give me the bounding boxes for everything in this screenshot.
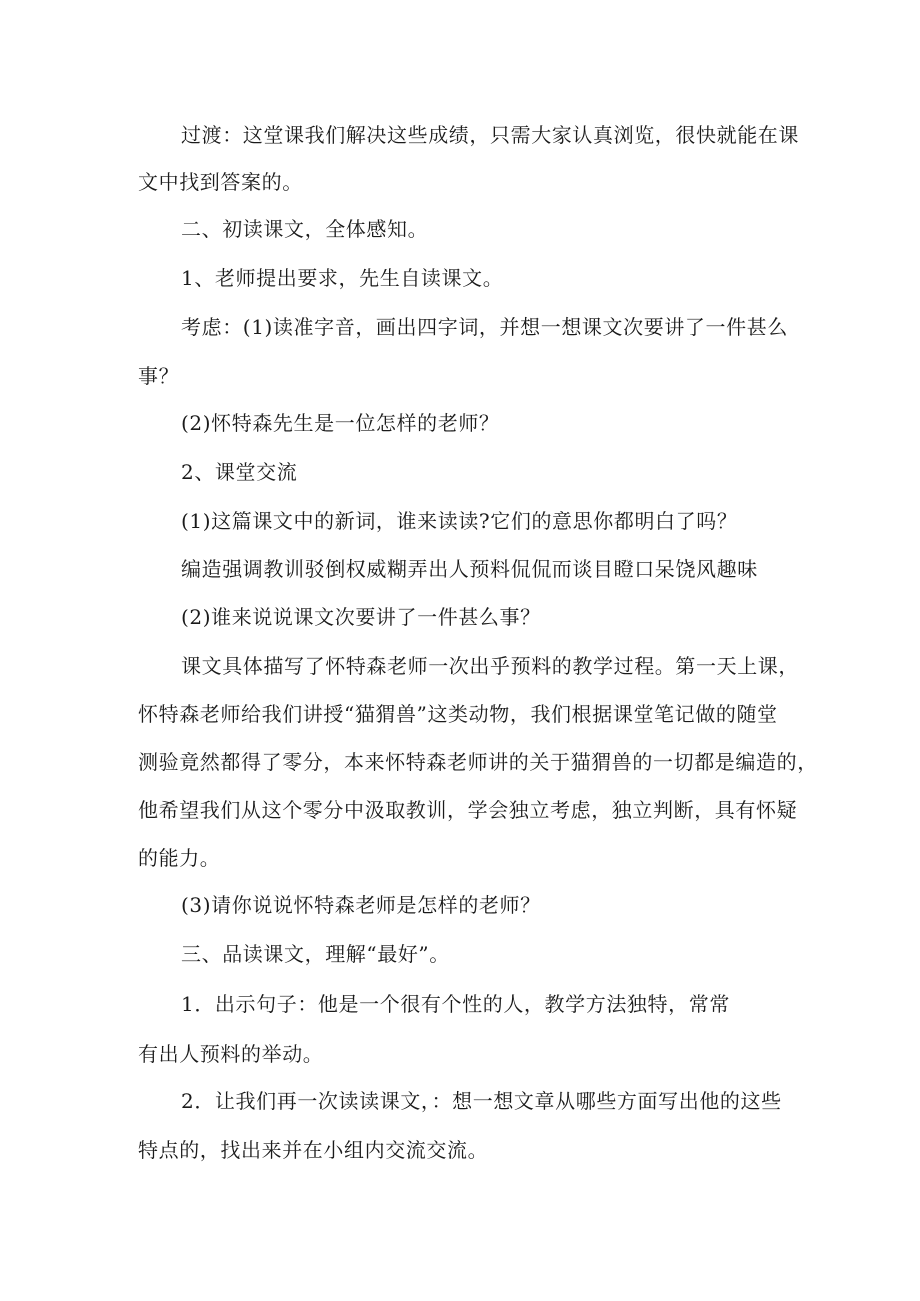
paragraph-transition-line-2: 文中找到答案的。 [138,170,303,194]
sentence-item-1-line-1: 1．出示句子：他是一个很有个性的人，教学方法独特，常常 [181,992,730,1016]
main-idea-question: (2)谁来说说课文次要讲了一件甚么事？ [181,605,541,629]
step-1-text: 1、老师提出要求，先生自读课文。 [181,266,504,290]
section-heading-3: 三、品读课文，理解“最好”。 [181,942,450,966]
step-2-heading: 2、课堂交流 [181,460,298,484]
question-1-line-1: 考虑：(1)读准字音，画出四字词，并想一想课文次要讲了一件甚么 [181,315,788,339]
new-words-list: 编造强调教训驳倒权威糊弄出人预料侃侃而谈目瞪口呆饶风趣味 [181,557,758,581]
sentence-item-2-line-2: 特点的，找出来并在小组内交流交流。 [138,1138,489,1162]
section-heading-2: 二、初读课文，全体感知。 [181,217,429,241]
summary-line-5: 的能力。 [138,846,221,870]
summary-line-3: 测验竟然都得了零分，本来怀特森老师讲的关于猫猬兽的一切都是编造的， [138,750,818,774]
question-2-text: (2)怀特森先生是一位怎样的老师？ [181,411,500,435]
sentence-item-2-line-1: 2．让我们再一次读读课文，：想一想文章从哪些方面写出他的这些 [181,1089,782,1113]
sentence-item-1-line-2: 有出人预料的举动。 [138,1042,324,1066]
paragraph-transition-line-1: 过渡：这堂课我们解决这些成绩，只需大家认真浏览，很快就能在课 [181,123,799,147]
summary-line-1: 课文具体描写了怀特森老师一次出乎预料的教学过程。第一天上课， [181,654,799,678]
teacher-question: (3)请你说说怀特森老师是怎样的老师？ [181,893,541,917]
summary-line-4: 他希望我们从这个零分中汲取教训，学会独立考虑，独立判断，具有怀疑 [138,798,798,822]
summary-line-2: 怀特森老师给我们讲授“猫猬兽”这类动物，我们根据课堂笔记做的随堂 [138,702,778,726]
question-1-line-2: 事？ [138,364,180,388]
new-words-question: (1)这篇课文中的新词，谁来读读?它们的意思你都明白了吗？ [181,509,738,533]
